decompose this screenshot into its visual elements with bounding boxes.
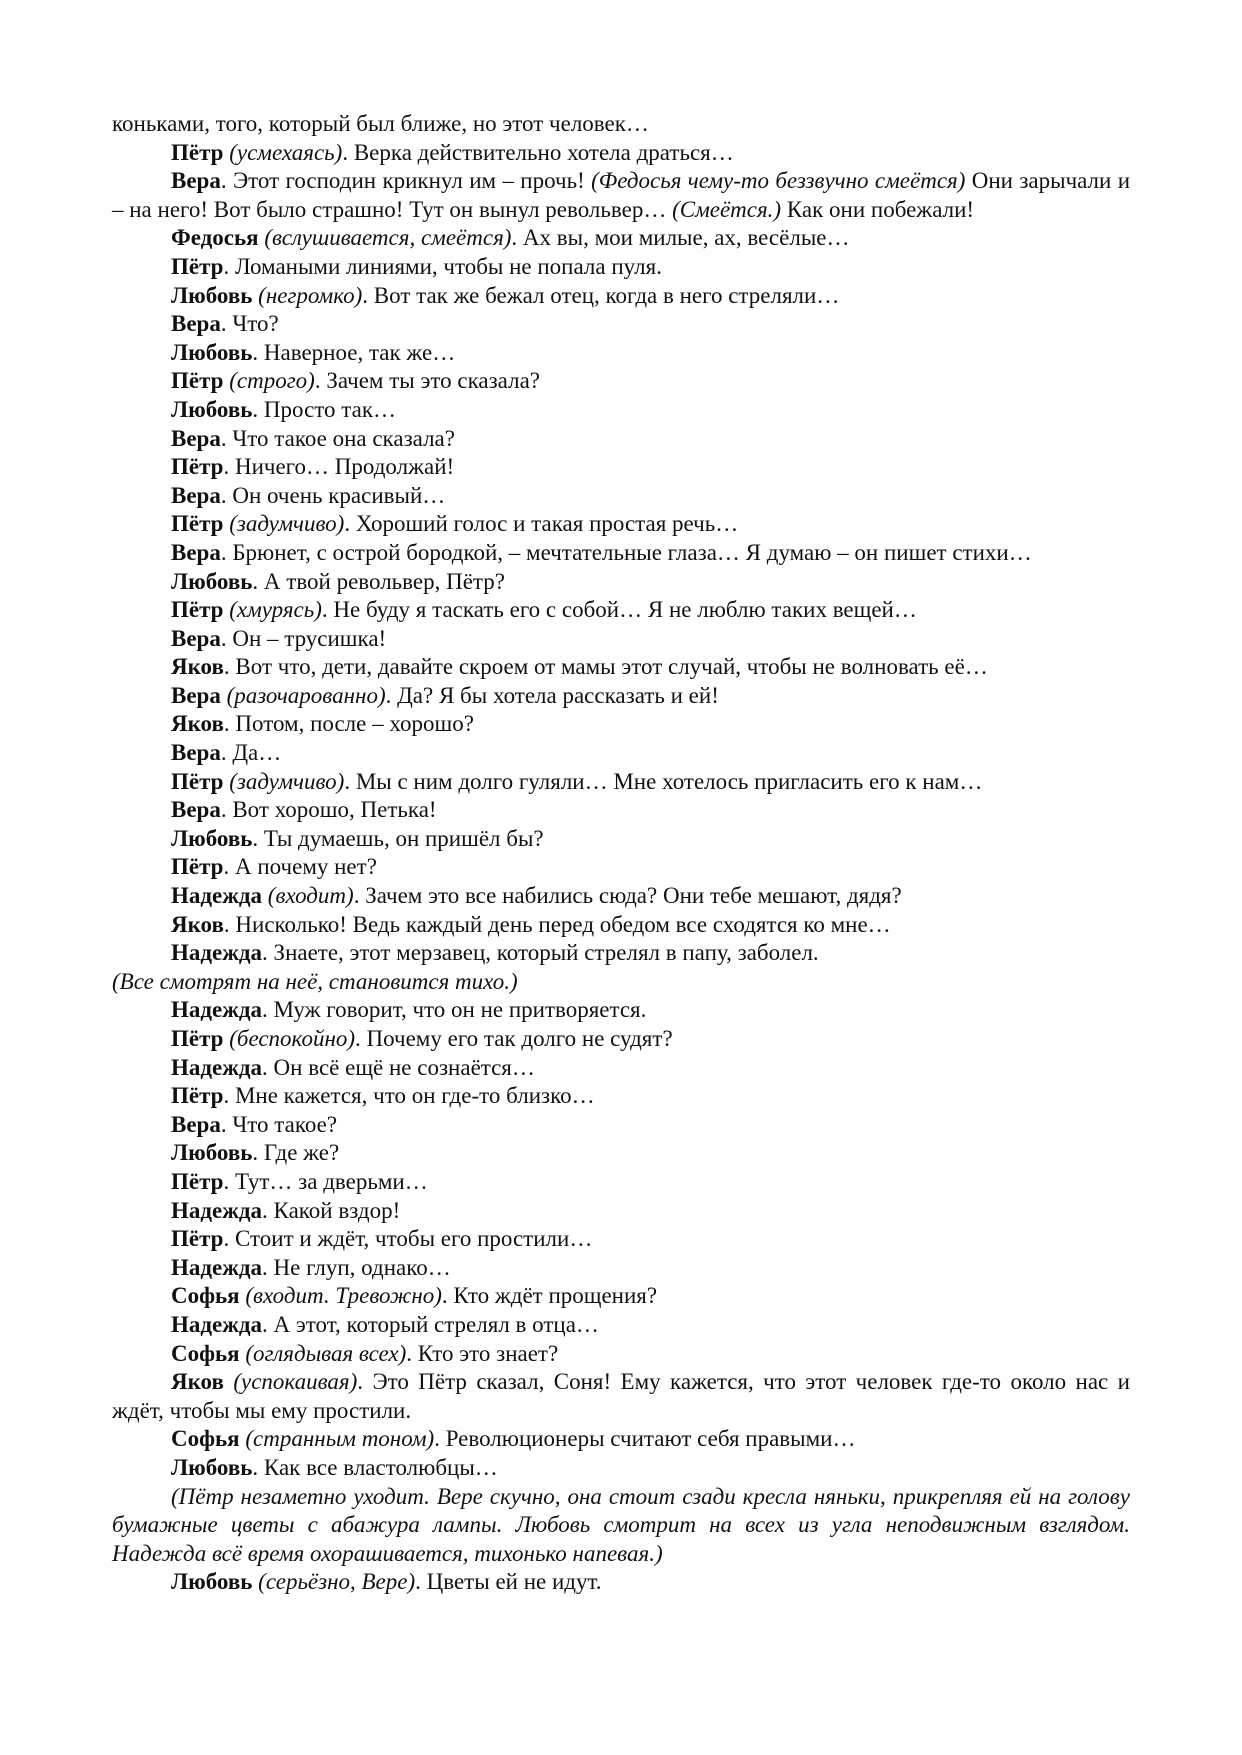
speaker-name: Пётр — [171, 139, 224, 165]
stage-direction: (Все смотрят на неё, становится тихо.) — [112, 968, 518, 994]
dialogue-text: . Хороший голос и такая простая речь… — [344, 511, 739, 537]
stage-remark: (Смеётся.) — [672, 196, 782, 222]
speaker-name: Пётр — [171, 1026, 224, 1051]
dialogue-text: . Не глуп, однако… — [262, 1254, 451, 1280]
dialogue-text: . Он очень красивый… — [220, 482, 446, 508]
dialogue-text: . Да? Я бы хотела рассказать и ей! — [385, 682, 719, 708]
dialogue-line — [112, 653, 1130, 682]
dialogue-line — [112, 339, 1130, 368]
dialogue-line — [112, 1368, 1130, 1425]
dialogue-line — [112, 310, 1130, 339]
dialogue-text: . Кто это знает? — [406, 1340, 559, 1366]
dialogue-text: . Вот что, дети, давайте скроем от мамы этот случай, чтобы не волновать её… — [223, 654, 988, 680]
dialogue-line — [112, 911, 1130, 940]
dialogue-line — [112, 396, 1130, 425]
dialogue-text: . Ломаными линиями, чтобы не попала пуля. — [223, 253, 662, 279]
dialogue-line — [112, 1082, 1130, 1111]
dialogue-text: . Он – трусишка! — [220, 625, 387, 651]
speaker-name: Надежда — [171, 997, 263, 1023]
dialogue-text: . Как все властолюбцы… — [252, 1454, 498, 1480]
dialogue-text: . Что такое она сказала? — [220, 425, 455, 451]
dialogue-text: . Мне кажется, что он где-то близко… — [223, 1083, 595, 1109]
speaker-name: Софья — [171, 1283, 240, 1309]
dialogue-text: . Ах вы, мои милые, ах, весёлые… — [511, 225, 850, 251]
dialogue-line — [112, 224, 1130, 253]
dialogue-text: . Это Пётр сказал, Соня! Ему кажется, что этот человек где-то около нас и ждёт, чтобы мы ему простили. — [112, 1369, 1130, 1423]
dialogue-text: . Брюнет, с острой бородкой, – мечтательные глаза… Я думаю – он пишет стихи… — [220, 539, 1032, 565]
dialogue-text: . Мы с ним долго гуляли… Мне хотелось пригласить его к нам… — [344, 768, 983, 794]
speaker-name: Любовь — [171, 1569, 253, 1595]
stage-remark: (странным тоном) — [239, 1426, 435, 1452]
dialogue-line — [112, 453, 1130, 482]
dialogue-line — [112, 1311, 1130, 1340]
dialogue-text: . Он всё ещё не сознаётся… — [262, 1054, 535, 1080]
stage-direction: (Пётр незаметно уходит. Вере скучно, она стоит сзади кресла няньки, прикрепляя ей на голову бумажные цветы с абажура лампы. Любовь смотрит на всех из угла неподвижным взглядом. Надежда всё время охорашивается, тихонько напевая.) — [112, 1483, 1130, 1566]
stage-remark: (Федосья чему-то беззвучно смеётся) — [591, 168, 966, 194]
dialogue-text: . Цветы ей не идут. — [415, 1569, 602, 1595]
stage-remark: (серьёзно, Вере) — [252, 1569, 416, 1595]
dialogue-line — [112, 825, 1130, 854]
speaker-name: Пётр — [171, 854, 224, 880]
stage-remark: (усмехаясь) — [223, 139, 343, 165]
dialogue-text: . Да… — [220, 740, 282, 766]
dialogue-line — [112, 1454, 1130, 1483]
text-line: коньками, того, который был ближе, но этот человек… — [112, 111, 649, 136]
dialogue-text: . А твой револьвер, Пётр? — [252, 568, 505, 594]
speaker-name: Яков — [171, 911, 224, 937]
speaker-name: Яков — [171, 654, 224, 680]
dialogue-line — [112, 768, 1130, 797]
dialogue-line — [112, 1340, 1130, 1369]
speaker-name: Надежда — [171, 1054, 263, 1080]
dialogue-line — [112, 482, 1130, 511]
speaker-name: Надежда — [171, 940, 263, 966]
dialogue-text: Они зарычали и – на него! Вот было страшно! Тут он вынул револьвер… — [112, 168, 1131, 222]
speaker-name: Пётр — [171, 454, 224, 480]
dialogue-text: . Этот господин крикнул им – прочь! — [220, 168, 592, 194]
dialogue-text: . Не буду я таскать его с собой… Я не люблю таких вещей… — [321, 597, 917, 623]
dialogue-line — [112, 710, 1130, 739]
dialogue-line — [112, 625, 1130, 654]
speaker-name: Вера — [171, 425, 221, 451]
speaker-name: Федосья — [171, 225, 259, 251]
dialogue-line — [112, 882, 1130, 911]
speaker-name: Любовь — [171, 1140, 253, 1166]
dialogue-text: . Вот хорошо, Петька! — [220, 797, 437, 823]
stage-remark: (задумчиво) — [223, 768, 345, 794]
dialogue-line — [112, 1568, 1130, 1597]
stage-remark: (хмурясь) — [223, 597, 322, 623]
dialogue-text: . Что такое? — [220, 1111, 338, 1137]
speaker-name: Софья — [171, 1340, 240, 1366]
speaker-name: Вера — [171, 539, 221, 565]
dialogue-line — [112, 1225, 1130, 1254]
dialogue-line — [112, 1254, 1130, 1283]
dialogue-text: . А почему нет? — [223, 854, 377, 880]
dialogue-text: . Верка действительно хотела драться… — [342, 139, 734, 165]
dialogue-line — [112, 682, 1130, 711]
document-page — [112, 110, 1130, 1597]
speaker-name: Любовь — [171, 568, 253, 594]
dialogue-text: . Просто так… — [252, 396, 397, 422]
dialogue-line — [112, 425, 1130, 454]
speaker-name: Любовь — [171, 1454, 253, 1480]
dialogue-text: . Зачем это все набились сюда? Они тебе мешают, дядя? — [353, 883, 902, 909]
dialogue-line — [112, 253, 1130, 282]
speaker-name: Любовь — [171, 339, 253, 365]
dialogue-text: . Вот так же бежал отец, когда в него стреляли… — [362, 282, 840, 308]
dialogue-line — [112, 1139, 1130, 1168]
stage-remark: (оглядывая всех) — [239, 1340, 407, 1366]
dialogue-line — [112, 1025, 1130, 1054]
dialogue-line — [112, 1168, 1130, 1197]
speaker-name: Вера — [171, 797, 221, 823]
stage-remark: (входит. Тревожно) — [239, 1283, 442, 1309]
speaker-name: Пётр — [171, 511, 224, 537]
dialogue-text: . Почему его так долго не судят? — [355, 1026, 673, 1051]
speaker-name: Любовь — [171, 282, 253, 308]
dialogue-line — [112, 139, 1130, 168]
stage-remark: (задумчиво) — [223, 511, 345, 537]
stage-remark: (успокаивая) — [223, 1369, 358, 1395]
dialogue-line — [112, 167, 1130, 224]
stage-remark: (разочарованно) — [220, 682, 386, 708]
speaker-name: Любовь — [171, 396, 253, 422]
stage-remark: (строго) — [223, 368, 315, 394]
dialogue-text: . Наверное, так же… — [252, 339, 456, 365]
dialogue-text: . Где же? — [252, 1140, 340, 1166]
speaker-name: Вера — [171, 625, 221, 651]
speaker-name: Пётр — [171, 253, 224, 279]
speaker-name: Вера — [171, 168, 221, 194]
dialogue-line — [112, 1425, 1130, 1454]
speaker-name: Софья — [171, 1426, 240, 1452]
dialogue-text: . Тут… за дверьми… — [223, 1168, 428, 1194]
dialogue-text: . Какой вздор! — [262, 1197, 401, 1223]
dialogue-text: . Что? — [220, 311, 279, 337]
speaker-name: Вера — [171, 740, 221, 766]
speaker-name: Любовь — [171, 825, 253, 851]
dialogue-line — [112, 1111, 1130, 1140]
dialogue-text: . Зачем ты это сказала? — [314, 368, 540, 394]
speaker-name: Надежда — [171, 1311, 263, 1337]
dialogue-text: . Потом, после – хорошо? — [223, 711, 474, 737]
dialogue-text: . Кто ждёт прощения? — [441, 1283, 658, 1309]
dialogue-text: . Муж говорит, что он не притворяется. — [262, 997, 647, 1023]
dialogue-line — [112, 796, 1130, 825]
speaker-name: Яков — [171, 1369, 224, 1395]
dialogue-line — [112, 1054, 1130, 1083]
speaker-name: Пётр — [171, 1226, 224, 1252]
speaker-name: Вера — [171, 682, 221, 708]
dialogue-text: . Ничего… Продолжай! — [223, 454, 455, 480]
dialogue-text: . Нисколько! Ведь каждый день перед обедом все сходятся ко мне… — [223, 911, 891, 937]
speaker-name: Вера — [171, 1111, 221, 1137]
dialogue-text: . Стоит и ждёт, чтобы его простили… — [223, 1226, 593, 1252]
dialogue-line — [112, 1197, 1130, 1226]
speaker-name: Пётр — [171, 1083, 224, 1109]
dialogue-line — [112, 539, 1130, 568]
stage-remark: (вслушивается, смеётся) — [258, 225, 512, 251]
dialogue-line — [112, 596, 1130, 625]
speaker-name: Пётр — [171, 768, 224, 794]
dialogue-line — [112, 1282, 1130, 1311]
stage-remark: (беспокойно) — [223, 1026, 356, 1051]
stage-remark: (входит) — [262, 883, 354, 909]
dialogue-line — [112, 853, 1130, 882]
dialogue-text: Как они побежали! — [781, 196, 975, 222]
dialogue-text: . Ты думаешь, он пришёл бы? — [252, 825, 544, 851]
dialogue-text: . А этот, который стрелял в отца… — [262, 1311, 599, 1337]
speaker-name: Вера — [171, 482, 221, 508]
speaker-name: Надежда — [171, 1197, 263, 1223]
speaker-name: Вера — [171, 311, 221, 337]
stage-remark: (негромко) — [252, 282, 363, 308]
dialogue-line — [112, 939, 1130, 968]
speaker-name: Надежда — [171, 883, 263, 909]
dialogue-text: . Революционеры считают себя правыми… — [434, 1426, 856, 1452]
speaker-name: Яков — [171, 711, 224, 737]
speaker-name: Надежда — [171, 1254, 263, 1280]
dialogue-line — [112, 739, 1130, 768]
speaker-name: Пётр — [171, 597, 224, 623]
speaker-name: Пётр — [171, 368, 224, 394]
dialogue-line — [112, 568, 1130, 597]
dialogue-line — [112, 282, 1130, 311]
dialogue-line — [112, 996, 1130, 1025]
dialogue-line — [112, 510, 1130, 539]
speaker-name: Пётр — [171, 1168, 224, 1194]
dialogue-text: . Знаете, этот мерзавец, который стрелял в папу, заболел. — [262, 940, 819, 966]
dialogue-line — [112, 367, 1130, 396]
